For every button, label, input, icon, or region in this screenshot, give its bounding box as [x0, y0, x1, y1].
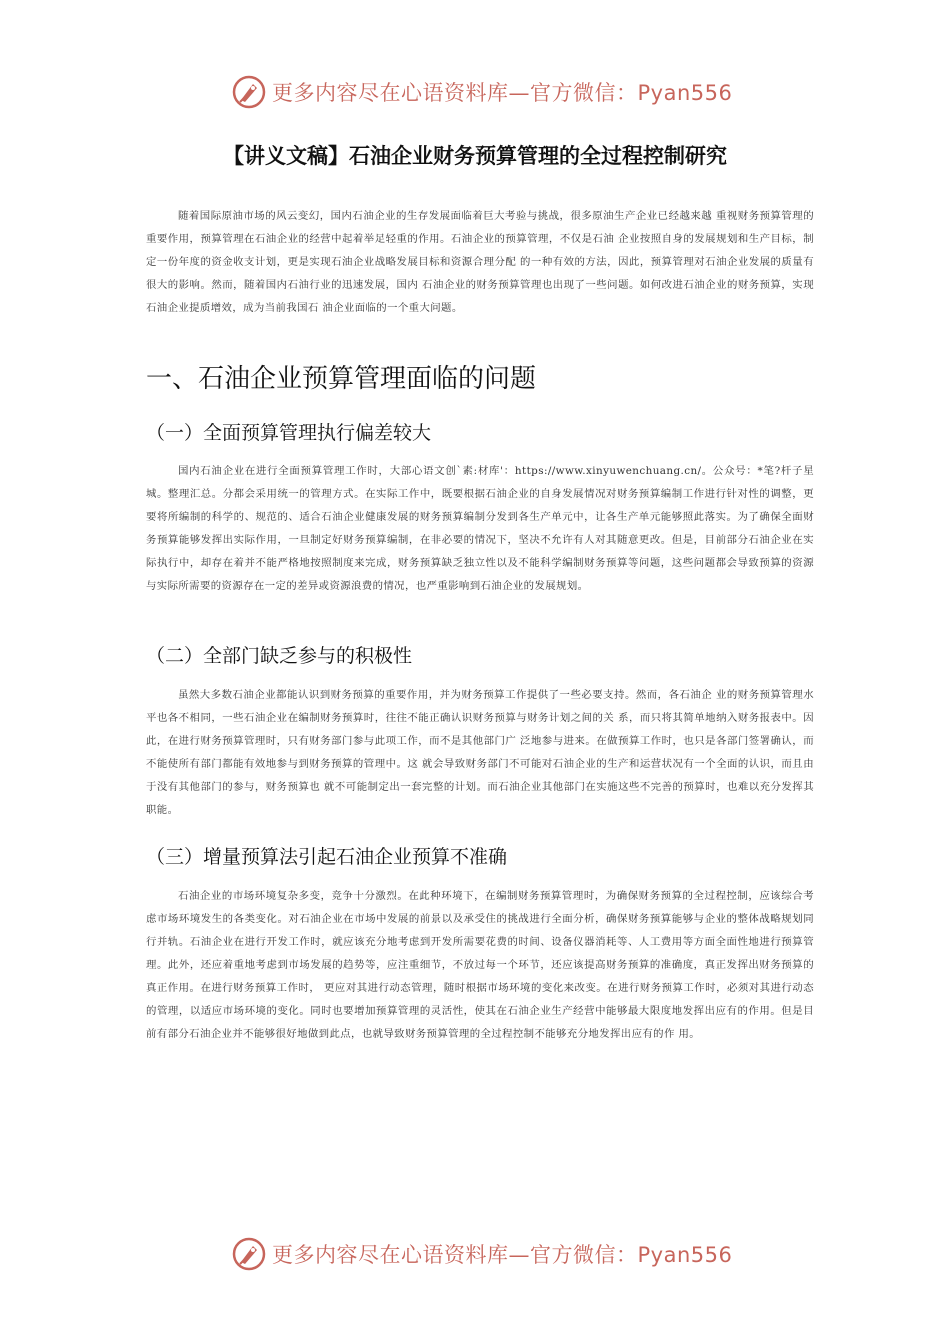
header-banner [0, 72, 950, 112]
subsection-heading-2: （二）全部门缺乏参与的积极性 [146, 645, 413, 667]
footer-banner [0, 1234, 950, 1274]
subsection-paragraph-3: 石油企业的市场环境复杂多变，竞争十分激烈。在此种环境下，在编制财务预算管理时，为确保财务预算的全过程控制，应该综合考虑市场环境发生的各类变化。对石油企业在市场中发展的前景以及承受住的挑战进行全面分析，确保财务预算能够与企业的整体战略规划同行并轨。石油企业在进行开发工作时，就应该充分地考虑到开发所需要花费的时间、设备仪器消耗等、人工费用等方面全面性地进行预算管理。此外，还应着重地考虑到市场发展的趋势等，应注重细节，不放过每一个环节，还应该提高财务预算的准确度，真正发挥出财务预算的真正作用。在进行财务预算工作时， 更应对其进行动态管理，随时根据市场环境的变化来改变。在进行财务预算工作时，必须对其进行动态的管理，以适应市场环境的变化。同时也要增加预算管理的灵活性，使其在石油企业生产经营中能够最大限度地发挥出应有的作用。但是目前有部分石油企业并不能够很好地做到此点，也就导致财务预算管理的全过程控制不能够充分地发挥出应有的作 用。 [146, 890, 814, 1040]
subsection-heading-1: （一）全面预算管理执行偏差较大 [146, 422, 432, 444]
banner-content [232, 1234, 732, 1274]
banner-promo-text: 更多内容尽在心语资料库— [272, 1243, 530, 1267]
subsection-paragraph-1: 国内石油企业在进行全面预算管理工作时，大部心语文创`素:材库'：https://www.xinyuwenchuang.cn/。公众号：*笔?杆子星城。整理汇总。分都会采用统一的管理方式。在实际工作中，既要根据石油企业的自身发展情况对财务预算编制工作进行针对性的调整，更要将所编制的科学的、规范的、适合石油企业健康发展的财务预算编制分发到各生产单元中，让各生产单元能够照此落实。为了确保全面财务预算能够发挥出实际作用，一旦制定好财务预算编制，在非必要的情况下，坚决不允许有人对其随意更改。但是，目前部分石油企业在实际执行中，却存在着并不能严格地按照制度来完成，财务预算缺乏独立性以及不能科学编制财务预算等问题，这些问题都会导致预算的资源与实际所需要的资源存在一定的差异或资源浪费的情况，也严重影响到石油企业的发展规划。 [146, 465, 814, 592]
pen-nib-logo-icon [232, 1237, 266, 1271]
banner-wechat-id: Pyan556 [637, 81, 733, 105]
banner-text [272, 77, 732, 107]
banner-promo-text: 更多内容尽在心语资料库— [272, 81, 530, 105]
pen-nib-logo-icon [232, 75, 266, 109]
banner-content [232, 72, 732, 112]
banner-wechat-label: 官方微信： [530, 81, 638, 105]
section-heading: 一、石油企业预算管理面临的问题 [146, 364, 537, 394]
banner-wechat-label: 官方微信： [530, 1243, 638, 1267]
subsection-heading-3: （三）增量预算法引起石油企业预算不准确 [146, 846, 508, 868]
subsection-paragraph-2: 虽然大多数石油企业都能认识到财务预算的重要作用，并为财务预算工作提供了一些必要支持。然而，各石油企 业的财务预算管理水平也各不相同，一些石油企业在编制财务预算时，往往不能正确认识财务预算与财务计划之间的关 系，而只将其简单地纳入财务报表中。因此，在进行财务预算管理时，只有财务部门参与此项工作，而不是其他部门广 泛地参与进来。在做预算工作时，也只是各部门签署确认，而不能使所有部门都能有效地参与到财务预算的管理中。这 就会导致财务部门不可能对石油企业的生产和运营状况有一个全面的认识，而且由于没有其他部门的参与，财务预算也 就不可能制定出一套完整的计划。而石油企业其他部门在实施这些不完善的预算时，也难以充分发挥其职能。 [146, 689, 814, 816]
banner-wechat-id: Pyan556 [637, 1243, 733, 1267]
intro-paragraph: 随着国际原油市场的风云变幻，国内石油企业的生存发展面临着巨大考验与挑战，很多原油生产企业已经越来越 重视财务预算管理的重要作用，预算管理在石油企业的经营中起着举足轻重的作用。石油企业的预算管理，不仅是石油 企业按照自身的发展规划和生产目标，制定一份年度的资金收支计划，更是实现石油企业战略发展目标和资源合理分配 的一种有效的方法，因此，预算管理对石油企业发展的质量有很大的影响。然而，随着国内石油行业的迅速发展，国内 石油企业的财务预算管理也出现了一些问题。如何改进石油企业的财务预算，实现石油企业提质增效，成为当前我国石 油企业面临的一个重大问题。 [146, 210, 814, 314]
document-title: 【讲义文稿】石油企业财务预算管理的全过程控制研究 [223, 144, 727, 168]
banner-text [272, 1239, 732, 1269]
